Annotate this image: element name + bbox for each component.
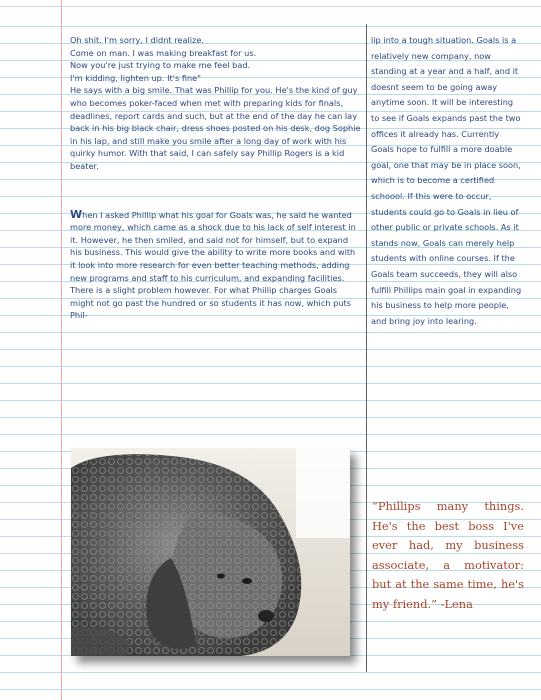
column-divider [366, 24, 367, 672]
notebook-margin-line [61, 0, 62, 700]
dog-photo-icon [71, 448, 350, 656]
dialog-line-1: Oh shit. I'm sorry, I didnt realize. [70, 35, 204, 45]
paragraph-spacer [70, 173, 362, 209]
right-column [371, 33, 523, 329]
left-column [70, 34, 362, 322]
pull-quote: “Phillips many things. He's the best boss I've ever had, my business associate, a motivator: but at the same time, he's my friend.” -Lena [372, 499, 524, 611]
dialog-line-3: Now you're just trying to make me feel bad. [70, 60, 251, 71]
paragraph-2 [70, 209, 362, 322]
right-column-text: lip into a tough situation. Goals is a relatively new company, now standing at a year and a half, and it doesnt seem to be going away anytime soon. It will be interesting to see if Goals expands past the two offices it already has. Currently Goals hope to fulfill a more doable goal, one that may be in place soon, which is to become a certified schoool. If this were to occur, students could go to Goals in lieu of other public or private schools. As it stands now, Goals can merely help students with online courses. If the Goals team succeeds, they will also fulfill Phillips main goal in expanding his business to help more people, and bring joy into learing. [371, 35, 522, 326]
dog-photo [71, 448, 350, 656]
drop-cap: W [70, 207, 83, 221]
dialog-line-2: Come on man. I was making breakfast for us. [70, 47, 257, 58]
paragraph-1: He says with a big smile. That was Phillip for you. He's the kind of guy who becomes poker-faced when met with preparing kids for finals, deadlines, report cards and such, but at the end of the day he can lay back in his big black chair, dress shoes posted on his desk, dog Sophie in his lap, and still make you smile after a long day of work with his quirky humor. With that said, I can safely say Phillip Rogers is a kid beater. [70, 85, 361, 171]
paragraph-2-text: hen I asked Phillip what his goal for Goals was, he said he wanted more money, which came as a shock due to his lack of self interest in it. However, he then smiled, and said not for himself, but to expand his business. This would give the ability to write more books and with it look into more research for even better teaching methods, adding new programs and staff to his curriculum, and expanding facilities. There is a slight problem however. For what Phillip charges Goals might not go past the hundred or so students it has now, which puts Phil- [70, 209, 356, 321]
dialog-line-4: I'm kidding, lighten up. It's fine" [70, 72, 201, 83]
